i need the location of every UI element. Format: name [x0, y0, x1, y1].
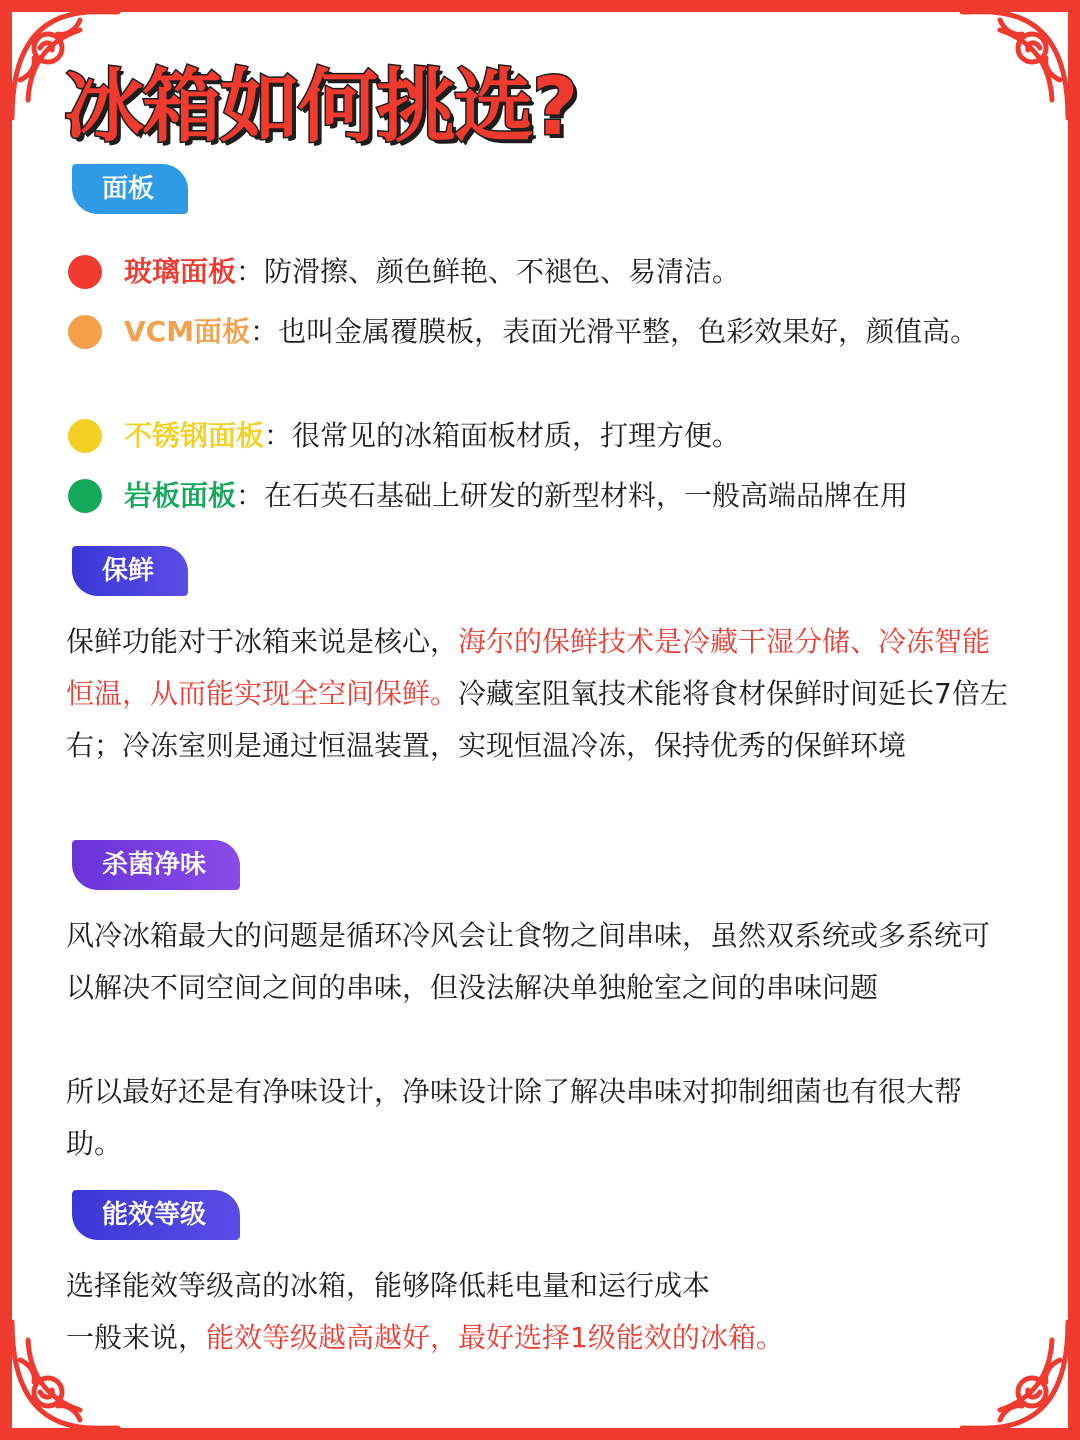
- energy-paragraph-2: [66, 1312, 1016, 1364]
- green-dot-icon: [68, 479, 102, 513]
- item-key: VCM面板: [124, 315, 251, 348]
- highlight-text: 海尔的保鲜技术是冷藏干湿分储、冷冻智能恒温，从而能实现全空间保鲜。: [66, 625, 991, 710]
- item-text: ：在石英石基础上研发的新型材料，一般高端品牌在用: [236, 479, 909, 512]
- list-item: [68, 470, 1008, 522]
- sterilize-paragraph-2: 所以最好还是有净味设计，净味设计除了解决串味对抑制细菌也有很大帮助。: [66, 1075, 963, 1160]
- text-run: 保鲜功能对于冰箱来说是核心，: [66, 625, 459, 658]
- highlight-text: 能效等级越高越好，最好选择1级能效的冰箱。: [206, 1321, 784, 1354]
- list-item: [68, 246, 1008, 298]
- list-item: [68, 306, 1008, 358]
- section-tag-panel: 面板: [72, 164, 188, 214]
- corner-ornament-icon: [950, 0, 1080, 130]
- item-text: ：很常见的冰箱面板材质，打理方便。: [264, 419, 741, 452]
- item-text: ：也叫金属覆膜板，表面光滑平整，色彩效果好，颜值高。: [250, 315, 979, 348]
- item-key: 不锈钢面板: [124, 419, 265, 452]
- sterilize-paragraph: 风冷冰箱最大的问题是循环冷风会让食物之间串味，虽然双系统或多系统可以解决不同空间之间的串味，但没法解决单独舱室之间的串味问题: [66, 919, 991, 1004]
- section-tag-energy: 能效等级: [72, 1190, 240, 1240]
- red-dot-icon: [68, 255, 102, 289]
- text-run: 一般来说，: [66, 1321, 207, 1354]
- list-item: [68, 410, 1008, 462]
- section-tag-fresh: 保鲜: [72, 546, 188, 596]
- orange-dot-icon: [68, 315, 102, 349]
- section-tag-sterilize: 杀菌净味: [72, 840, 240, 890]
- energy-paragraph: 选择能效等级高的冰箱，能够降低耗电量和运行成本: [66, 1269, 711, 1302]
- fresh-paragraph: [66, 616, 1016, 772]
- item-text: ：防滑擦、颜色鲜艳、不褪色、易清洁。: [236, 255, 741, 288]
- item-key: 玻璃面板: [124, 255, 237, 288]
- item-key: 岩板面板: [124, 479, 237, 512]
- text-run: 冷藏室阻氧技术能将食材保鲜时间延长7倍左右；冷冻室则是通过恒温装置，实现恒温冷冻，保持优秀的保鲜环境: [66, 677, 1008, 762]
- yellow-dot-icon: [68, 419, 102, 453]
- page-title: 冰箱如何挑选?: [64, 60, 577, 153]
